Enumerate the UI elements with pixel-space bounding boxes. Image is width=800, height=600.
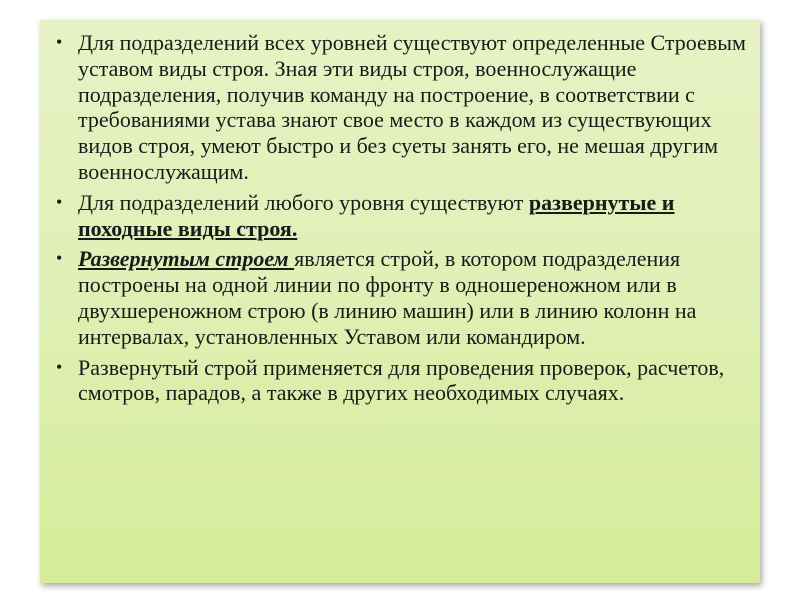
bullet-icon: • bbox=[56, 32, 63, 52]
bullet-icon: • bbox=[56, 191, 63, 212]
item-text: Для подразделений любого уровня существуют bbox=[78, 189, 529, 215]
item-text: Развернутый строй применяется для проведения проверок, расчетов, смотров, парадов, а также в других необходимых случаях. bbox=[78, 354, 725, 406]
bullet-list bbox=[50, 30, 750, 411]
bullet-icon: • bbox=[56, 356, 63, 377]
item-text: Для подразделений всех уровней существуют определенные Строевым уставом виды строя. Зная эти виды строя, военнослужащие подразделения, получив команду на построение, в соответствии с требованиями устава знают свое место в каждом из существующих видов строя, умеют быстро и без суеты занять его, не мешая другим военнослужащим. bbox=[78, 30, 746, 184]
emphasis-text: Развернутым строем bbox=[78, 246, 289, 272]
bullet-icon: • bbox=[56, 248, 63, 269]
slide bbox=[40, 20, 760, 583]
emphasis-text: развернутые и походные виды строя. bbox=[78, 189, 675, 241]
list-item bbox=[50, 190, 750, 242]
list-item bbox=[50, 355, 750, 407]
item-text: является строй, в котором подразделения построены на одной линии по фронту в одношереножном или в двухшереножном строю (в линию машин) или в линию колонн на интервалах, установленных Уставом или командиром. bbox=[78, 246, 697, 349]
list-item bbox=[50, 246, 750, 349]
list-item bbox=[50, 30, 750, 185]
